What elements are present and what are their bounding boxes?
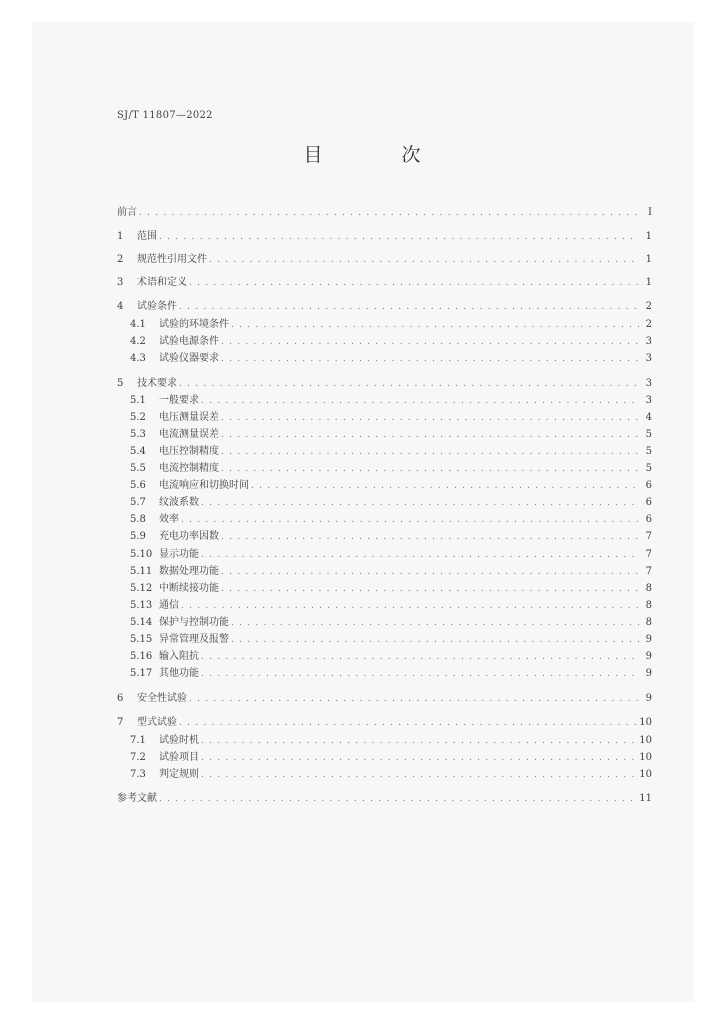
toc-entry-page: 8 [645, 617, 652, 628]
toc-entry-label: 试验的环境条件 [159, 319, 229, 330]
toc-entry-number: 7.1 [130, 735, 146, 746]
toc-entry-number: 5.5 [130, 463, 146, 474]
toc-leader-dots [221, 584, 639, 594]
toc-entry-number: 5.3 [130, 429, 146, 440]
toc-entry-label: 试验电源条件 [159, 336, 219, 347]
toc-entry-number: 5.17 [130, 668, 153, 679]
toc-entry[interactable] [130, 731, 652, 745]
toc-entry[interactable] [130, 527, 652, 541]
toc-entry-label: 安全性试验 [137, 693, 187, 704]
toc-entry-number: 5.6 [130, 480, 146, 491]
toc-entry[interactable] [130, 562, 652, 576]
toc-entry-number: 5.9 [130, 531, 146, 542]
toc-entry-page: 7 [645, 566, 652, 577]
toc-entry-page: 5 [645, 463, 652, 474]
toc-entry[interactable] [130, 476, 652, 490]
toc-entry-page: 9 [645, 651, 652, 662]
toc-entry-number: 5.11 [130, 566, 153, 577]
toc-entry-label: 试验条件 [137, 301, 177, 312]
toc-entry[interactable] [130, 391, 652, 405]
toc-entry-number: 4.2 [130, 336, 146, 347]
toc-entry[interactable] [117, 273, 652, 287]
toc-leader-dots [201, 736, 636, 746]
toc-entry[interactable] [130, 748, 652, 762]
toc-entry-page: 1 [645, 277, 652, 288]
toc-entry-number: 5.13 [130, 600, 153, 611]
toc-entry-label: 通信 [159, 600, 179, 611]
toc-entry-number: 1 [117, 231, 124, 242]
toc-entry-number: 7 [117, 717, 124, 728]
toc-entry[interactable] [130, 765, 652, 779]
toc-leader-dots [221, 354, 639, 364]
toc-leader-dots [181, 601, 639, 611]
toc-entry-number: 7.3 [130, 769, 146, 780]
toc-leader-dots [221, 430, 639, 440]
toc-entry-page: 10 [639, 717, 652, 728]
toc-entry-number: 5.8 [130, 514, 146, 525]
toc-entry-number: 3 [117, 277, 124, 288]
toc-entry[interactable] [130, 630, 652, 644]
toc-entry-label: 电流响应和切换时间 [159, 480, 249, 491]
toc-entry-page: 6 [645, 497, 652, 508]
toc-entry-page: 1 [645, 254, 652, 265]
page-title: 目 次 [303, 144, 451, 166]
toc-entry-page: 10 [639, 735, 652, 746]
toc-entry-page: 9 [645, 634, 652, 645]
toc-entry-number: 5.14 [130, 617, 153, 628]
toc-entry-number: 2 [117, 254, 124, 265]
toc-entry-page: 2 [645, 301, 652, 312]
standard-code: SJ/T 11807—2022 [117, 110, 213, 121]
toc-leader-dots [189, 278, 639, 288]
toc-leader-dots [201, 396, 639, 406]
toc-entry[interactable] [117, 250, 652, 264]
toc-entry-label: 电压控制精度 [159, 446, 219, 457]
toc-entry-number: 4 [117, 301, 124, 312]
toc-entry-page: 10 [639, 752, 652, 763]
toc-entry-number: 5.7 [130, 497, 146, 508]
toc-leader-dots [189, 694, 639, 704]
toc-entry-label: 显示功能 [159, 549, 199, 560]
toc-entry-number: 7.2 [130, 752, 146, 763]
toc-entry[interactable] [130, 596, 652, 610]
toc-entry[interactable] [130, 545, 652, 559]
toc-entry-label: 试验项目 [159, 752, 199, 763]
toc-entry-label: 试验仪器要求 [159, 353, 219, 364]
toc-entry-number: 5 [117, 378, 124, 389]
toc-entry-page: 9 [645, 693, 652, 704]
toc-leader-dots [221, 532, 639, 542]
toc-leader-dots [179, 302, 639, 312]
toc-entry-number: 5.2 [130, 412, 146, 423]
toc-entry-label: 电流测量误差 [159, 429, 219, 440]
toc-leader-dots [139, 208, 639, 218]
toc-entry-number: 5.4 [130, 446, 146, 457]
toc-leader-dots [221, 447, 639, 457]
toc-leader-dots [201, 550, 639, 560]
toc-leader-dots [181, 515, 639, 525]
toc-entry-page: 2 [645, 319, 652, 330]
toc-entry-label: 术语和定义 [137, 277, 187, 288]
toc-entry-label: 技术要求 [137, 378, 177, 389]
toc-entry-page: I [648, 207, 652, 218]
toc-leader-dots [201, 753, 636, 763]
toc-entry-label: 充电功率因数 [159, 531, 219, 542]
toc-entry[interactable] [130, 315, 652, 329]
toc-entry-page: 3 [645, 395, 652, 406]
toc-leader-dots [201, 770, 636, 780]
toc-entry-page: 4 [645, 412, 652, 423]
toc-entry[interactable] [130, 408, 652, 422]
toc-leader-dots [221, 413, 639, 423]
toc-entry-number: 5.16 [130, 651, 153, 662]
toc-leader-dots [221, 464, 639, 474]
toc-entry-label: 范围 [137, 231, 157, 242]
toc-entry-number: 5.10 [130, 549, 153, 560]
toc-leader-dots [201, 498, 639, 508]
toc-entry[interactable] [130, 613, 652, 627]
toc-entry-label: 电压测量误差 [159, 412, 219, 423]
toc-entry-page: 10 [639, 769, 652, 780]
toc-entry-number: 6 [117, 693, 124, 704]
toc-entry-label: 电流控制精度 [159, 463, 219, 474]
toc-leader-dots [221, 337, 639, 347]
toc-leader-dots [179, 718, 636, 728]
toc-entry-page: 11 [639, 793, 652, 804]
toc-entry-label: 参考文献 [117, 793, 157, 804]
toc-entry-label: 纹波系数 [159, 497, 199, 508]
toc-entry-label: 前言 [117, 207, 137, 218]
toc-entry-page: 7 [645, 531, 652, 542]
toc-entry-label: 判定规则 [159, 769, 199, 780]
toc-entry-page: 9 [645, 668, 652, 679]
toc-entry-page: 3 [645, 336, 652, 347]
toc-entry-label: 型式试验 [137, 717, 177, 728]
toc-entry-number: 4.3 [130, 353, 146, 364]
toc-entry-page: 8 [645, 583, 652, 594]
toc-entry[interactable] [130, 664, 652, 678]
toc-leader-dots [231, 618, 639, 628]
toc-entry-label: 其他功能 [159, 668, 199, 679]
toc-entry-label: 一般要求 [159, 395, 199, 406]
toc-leader-dots [159, 232, 639, 242]
toc-entry[interactable] [130, 349, 652, 363]
toc-leader-dots [231, 320, 639, 330]
toc-entry[interactable] [130, 459, 652, 473]
toc-entry-label: 中断续接功能 [159, 583, 219, 594]
toc-entry-page: 6 [645, 514, 652, 525]
toc-entry-page: 3 [645, 353, 652, 364]
toc-entry[interactable] [130, 510, 652, 524]
toc-entry-page: 5 [645, 429, 652, 440]
toc-leader-dots [209, 255, 639, 265]
toc-entry[interactable] [117, 203, 652, 217]
toc-entry[interactable] [117, 227, 652, 241]
toc-entry[interactable] [130, 425, 652, 439]
toc-entry-label: 数据处理功能 [159, 566, 219, 577]
toc-leader-dots [231, 635, 639, 645]
toc-entry[interactable] [130, 579, 652, 593]
toc-leader-dots [179, 379, 639, 389]
toc-entry[interactable] [130, 493, 652, 507]
toc-entry-page: 5 [645, 446, 652, 457]
toc-entry[interactable] [117, 374, 652, 388]
toc-entry[interactable] [130, 442, 652, 456]
toc-entry[interactable] [117, 297, 652, 311]
toc-leader-dots [159, 794, 636, 804]
toc-entry[interactable] [117, 713, 652, 727]
toc-leader-dots [201, 652, 639, 662]
toc-leader-dots [251, 481, 639, 491]
toc-entry-page: 3 [645, 378, 652, 389]
toc-entry-label: 规范性引用文件 [137, 254, 207, 265]
toc-entry-page: 7 [645, 549, 652, 560]
toc-entry-number: 4.1 [130, 319, 146, 330]
toc-entry[interactable] [130, 647, 652, 661]
toc-entry[interactable] [130, 332, 652, 346]
toc-leader-dots [221, 567, 639, 577]
toc-entry-number: 5.1 [130, 395, 146, 406]
toc-entry-label: 保护与控制功能 [159, 617, 229, 628]
toc-leader-dots [201, 669, 639, 679]
toc-entry-label: 异常管理及报警 [159, 634, 229, 645]
toc-entry-label: 效率 [159, 514, 179, 525]
toc-entry-number: 5.15 [130, 634, 153, 645]
toc-entry-number: 5.12 [130, 583, 153, 594]
toc-entry-label: 试验时机 [159, 735, 199, 746]
toc-entry-label: 输入阻抗 [159, 651, 199, 662]
toc-entry[interactable] [117, 689, 652, 703]
toc-entry-page: 6 [645, 480, 652, 491]
toc-entry-page: 1 [645, 231, 652, 242]
toc-entry[interactable] [117, 789, 652, 803]
toc-entry-page: 8 [645, 600, 652, 611]
